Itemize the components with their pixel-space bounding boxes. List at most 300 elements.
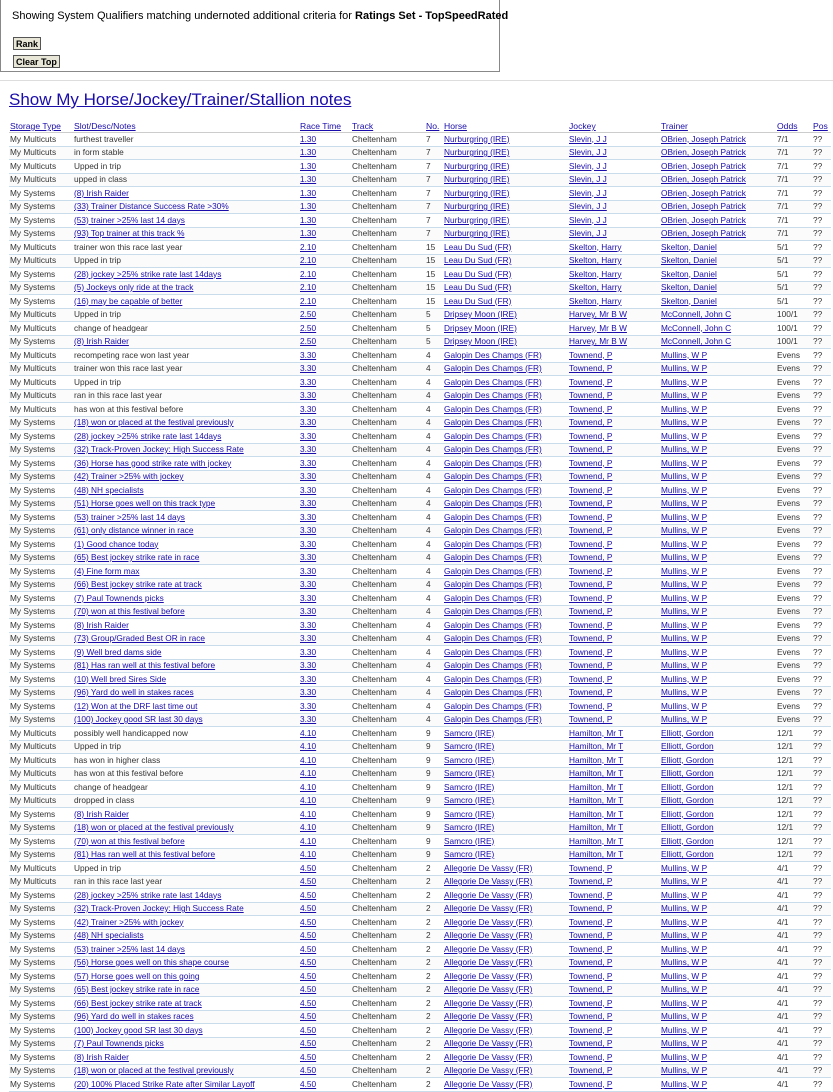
cell-horse-link[interactable]: Allegorie De Vassy (FR) [443,1064,568,1078]
cell-race-time-link[interactable]: 4.50 [299,983,351,997]
cell-race-time-link[interactable]: 4.10 [299,781,351,795]
cell-race-time-link[interactable]: 4.50 [299,956,351,970]
cell-race-time-link[interactable]: 4.50 [299,970,351,984]
cell-slot-desc-link[interactable]: (16) may be capable of better [73,295,299,309]
cell-slot-desc-link[interactable]: (33) Trainer Distance Success Rate >30% [73,200,299,214]
cell-trainer-link[interactable]: Mullins, W P [660,497,776,511]
cell-horse-link[interactable]: Allegorie De Vassy (FR) [443,983,568,997]
cell-race-time-link[interactable]: 3.30 [299,605,351,619]
cell-jockey-link[interactable]: Townend, P [568,578,660,592]
cell-jockey-link[interactable]: Slevin, J J [568,173,660,187]
cell-horse-link[interactable]: Allegorie De Vassy (FR) [443,902,568,916]
cell-horse-link[interactable]: Nurburgring (IRE) [443,133,568,147]
cell-race-time-link[interactable]: 3.30 [299,416,351,430]
cell-horse-link[interactable]: Allegorie De Vassy (FR) [443,1037,568,1051]
cell-horse-link[interactable]: Allegorie De Vassy (FR) [443,1051,568,1065]
cell-jockey-link[interactable]: Slevin, J J [568,133,660,147]
cell-jockey-link[interactable]: Townend, P [568,376,660,390]
cell-slot-desc-link[interactable]: (53) trainer >25% last 14 days [73,214,299,228]
cell-slot-desc-link[interactable]: (28) jockey >25% strike rate last 14days [73,430,299,444]
cell-jockey-link[interactable]: Townend, P [568,349,660,363]
cell-race-time-link[interactable]: 3.30 [299,551,351,565]
cell-slot-desc-link[interactable]: (93) Top trainer at this track % [73,227,299,241]
cell-jockey-link[interactable]: Townend, P [568,889,660,903]
cell-horse-link[interactable]: Galopin Des Champs (FR) [443,592,568,606]
cell-race-time-link[interactable]: 4.50 [299,875,351,889]
cell-trainer-link[interactable]: Mullins, W P [660,1064,776,1078]
cell-horse-link[interactable]: Galopin Des Champs (FR) [443,700,568,714]
column-header-race-time[interactable]: Race Time [299,120,351,133]
cell-horse-link[interactable]: Samcro (IRE) [443,794,568,808]
cell-jockey-link[interactable]: Townend, P [568,700,660,714]
cell-trainer-link[interactable]: OBrien, Joseph Patrick [660,187,776,201]
cell-slot-desc-link[interactable]: (65) Best jockey strike rate in race [73,551,299,565]
cell-jockey-link[interactable]: Townend, P [568,659,660,673]
cell-race-time-link[interactable]: 4.10 [299,727,351,741]
cell-race-time-link[interactable]: 2.10 [299,254,351,268]
cell-slot-desc-link[interactable]: (8) Irish Raider [73,808,299,822]
cell-trainer-link[interactable]: Mullins, W P [660,646,776,660]
cell-jockey-link[interactable]: Townend, P [568,983,660,997]
cell-race-time-link[interactable]: 2.50 [299,335,351,349]
cell-race-time-link[interactable]: 4.50 [299,1037,351,1051]
cell-trainer-link[interactable]: Elliott, Gordon [660,821,776,835]
cell-jockey-link[interactable]: Townend, P [568,470,660,484]
cell-slot-desc-link[interactable]: (65) Best jockey strike rate in race [73,983,299,997]
cell-horse-link[interactable]: Galopin Des Champs (FR) [443,646,568,660]
column-header-number[interactable]: No. [425,120,443,133]
cell-race-time-link[interactable]: 4.50 [299,929,351,943]
cell-trainer-link[interactable]: Elliott, Gordon [660,835,776,849]
cell-horse-link[interactable]: Allegorie De Vassy (FR) [443,862,568,876]
cell-jockey-link[interactable]: Hamilton, Mr T [568,821,660,835]
cell-jockey-link[interactable]: Hamilton, Mr T [568,781,660,795]
cell-trainer-link[interactable]: Mullins, W P [660,538,776,552]
cell-race-time-link[interactable]: 1.30 [299,214,351,228]
cell-horse-link[interactable]: Nurburgring (IRE) [443,160,568,174]
cell-race-time-link[interactable]: 3.30 [299,497,351,511]
cell-horse-link[interactable]: Allegorie De Vassy (FR) [443,889,568,903]
cell-race-time-link[interactable]: 3.30 [299,349,351,363]
cell-race-time-link[interactable]: 4.50 [299,916,351,930]
cell-jockey-link[interactable]: Townend, P [568,646,660,660]
cell-jockey-link[interactable]: Townend, P [568,1010,660,1024]
cell-horse-link[interactable]: Samcro (IRE) [443,781,568,795]
cell-jockey-link[interactable]: Townend, P [568,1024,660,1038]
cell-race-time-link[interactable]: 4.50 [299,943,351,957]
cell-slot-desc-link[interactable]: (4) Fine form max [73,565,299,579]
cell-trainer-link[interactable]: Mullins, W P [660,997,776,1011]
cell-trainer-link[interactable]: Mullins, W P [660,916,776,930]
cell-slot-desc-link[interactable]: (1) Good chance today [73,538,299,552]
cell-horse-link[interactable]: Galopin Des Champs (FR) [443,484,568,498]
cell-slot-desc-link[interactable]: (53) trainer >25% last 14 days [73,511,299,525]
cell-race-time-link[interactable]: 2.50 [299,322,351,336]
cell-slot-desc-link[interactable]: (8) Irish Raider [73,1051,299,1065]
cell-slot-desc-link[interactable]: (66) Best jockey strike rate at track [73,997,299,1011]
cell-trainer-link[interactable]: Mullins, W P [660,1051,776,1065]
cell-jockey-link[interactable]: Townend, P [568,497,660,511]
cell-jockey-link[interactable]: Townend, P [568,551,660,565]
cell-race-time-link[interactable]: 4.10 [299,821,351,835]
column-header-storage-type[interactable]: Storage Type [9,120,73,133]
cell-trainer-link[interactable]: Mullins, W P [660,349,776,363]
cell-jockey-link[interactable]: Slevin, J J [568,187,660,201]
cell-jockey-link[interactable]: Hamilton, Mr T [568,848,660,862]
cell-trainer-link[interactable]: Mullins, W P [660,443,776,457]
cell-slot-desc-link[interactable]: (42) Trainer >25% with jockey [73,916,299,930]
cell-race-time-link[interactable]: 3.30 [299,700,351,714]
cell-jockey-link[interactable]: Townend, P [568,862,660,876]
cell-slot-desc-link[interactable]: (18) won or placed at the festival previously [73,821,299,835]
cell-race-time-link[interactable]: 3.30 [299,470,351,484]
cell-horse-link[interactable]: Galopin Des Champs (FR) [443,619,568,633]
cell-jockey-link[interactable]: Townend, P [568,389,660,403]
cell-race-time-link[interactable]: 4.50 [299,862,351,876]
cell-trainer-link[interactable]: Mullins, W P [660,1037,776,1051]
column-header-odds[interactable]: Odds [776,120,812,133]
cell-trainer-link[interactable]: Mullins, W P [660,362,776,376]
cell-horse-link[interactable]: Nurburgring (IRE) [443,227,568,241]
cell-race-time-link[interactable]: 3.30 [299,457,351,471]
cell-trainer-link[interactable]: Skelton, Daniel [660,281,776,295]
cell-trainer-link[interactable]: Skelton, Daniel [660,268,776,282]
cell-trainer-link[interactable]: Mullins, W P [660,686,776,700]
cell-race-time-link[interactable]: 4.10 [299,767,351,781]
cell-race-time-link[interactable]: 3.30 [299,659,351,673]
cell-horse-link[interactable]: Leau Du Sud (FR) [443,241,568,255]
cell-trainer-link[interactable]: Mullins, W P [660,943,776,957]
cell-race-time-link[interactable]: 2.10 [299,268,351,282]
cell-jockey-link[interactable]: Skelton, Harry [568,241,660,255]
column-header-pos[interactable]: Pos [812,120,831,133]
cell-jockey-link[interactable]: Slevin, J J [568,146,660,160]
cell-horse-link[interactable]: Leau Du Sud (FR) [443,295,568,309]
cell-trainer-link[interactable]: Elliott, Gordon [660,781,776,795]
cell-jockey-link[interactable]: Hamilton, Mr T [568,754,660,768]
cell-race-time-link[interactable]: 4.10 [299,754,351,768]
cell-jockey-link[interactable]: Hamilton, Mr T [568,835,660,849]
cell-slot-desc-link[interactable]: (5) Jockeys only ride at the track [73,281,299,295]
cell-race-time-link[interactable]: 3.30 [299,403,351,417]
cell-jockey-link[interactable]: Townend, P [568,430,660,444]
cell-trainer-link[interactable]: OBrien, Joseph Patrick [660,200,776,214]
cell-jockey-link[interactable]: Harvey, Mr B W [568,335,660,349]
cell-trainer-link[interactable]: Mullins, W P [660,875,776,889]
cell-slot-desc-link[interactable]: (10) Well bred Sires Side [73,673,299,687]
cell-horse-link[interactable]: Galopin Des Champs (FR) [443,470,568,484]
cell-horse-link[interactable]: Galopin Des Champs (FR) [443,713,568,727]
cell-race-time-link[interactable]: 3.30 [299,565,351,579]
cell-jockey-link[interactable]: Slevin, J J [568,214,660,228]
cell-horse-link[interactable]: Samcro (IRE) [443,767,568,781]
cell-horse-link[interactable]: Allegorie De Vassy (FR) [443,1078,568,1092]
cell-race-time-link[interactable]: 4.50 [299,902,351,916]
cell-horse-link[interactable]: Galopin Des Champs (FR) [443,349,568,363]
cell-jockey-link[interactable]: Harvey, Mr B W [568,308,660,322]
cell-race-time-link[interactable]: 1.30 [299,133,351,147]
cell-jockey-link[interactable]: Townend, P [568,511,660,525]
cell-trainer-link[interactable]: OBrien, Joseph Patrick [660,160,776,174]
cell-trainer-link[interactable]: Elliott, Gordon [660,808,776,822]
cell-horse-link[interactable]: Nurburgring (IRE) [443,200,568,214]
cell-race-time-link[interactable]: 3.30 [299,673,351,687]
cell-horse-link[interactable]: Leau Du Sud (FR) [443,281,568,295]
cell-horse-link[interactable]: Nurburgring (IRE) [443,173,568,187]
cell-race-time-link[interactable]: 3.30 [299,430,351,444]
cell-slot-desc-link[interactable]: (42) Trainer >25% with jockey [73,470,299,484]
cell-race-time-link[interactable]: 1.30 [299,173,351,187]
cell-jockey-link[interactable]: Townend, P [568,457,660,471]
cell-race-time-link[interactable]: 4.10 [299,808,351,822]
cell-trainer-link[interactable]: Mullins, W P [660,619,776,633]
cell-race-time-link[interactable]: 4.50 [299,1051,351,1065]
cell-slot-desc-link[interactable]: (18) won or placed at the festival previously [73,416,299,430]
cell-trainer-link[interactable]: Mullins, W P [660,524,776,538]
cell-jockey-link[interactable]: Townend, P [568,632,660,646]
cell-trainer-link[interactable]: Mullins, W P [660,403,776,417]
cell-horse-link[interactable]: Galopin Des Champs (FR) [443,565,568,579]
cell-horse-link[interactable]: Samcro (IRE) [443,835,568,849]
cell-slot-desc-link[interactable]: (51) Horse goes well on this track type [73,497,299,511]
cell-race-time-link[interactable]: 3.30 [299,389,351,403]
cell-slot-desc-link[interactable]: (56) Horse goes well on this shape course [73,956,299,970]
cell-horse-link[interactable]: Galopin Des Champs (FR) [443,578,568,592]
cell-horse-link[interactable]: Galopin Des Champs (FR) [443,457,568,471]
cell-horse-link[interactable]: Galopin Des Champs (FR) [443,376,568,390]
cell-race-time-link[interactable]: 4.10 [299,794,351,808]
cell-trainer-link[interactable]: Mullins, W P [660,578,776,592]
cell-jockey-link[interactable]: Townend, P [568,1051,660,1065]
cell-slot-desc-link[interactable]: (8) Irish Raider [73,187,299,201]
cell-trainer-link[interactable]: Mullins, W P [660,389,776,403]
cell-race-time-link[interactable]: 3.30 [299,619,351,633]
cell-slot-desc-link[interactable]: (70) won at this festival before [73,835,299,849]
cell-jockey-link[interactable]: Hamilton, Mr T [568,767,660,781]
cell-race-time-link[interactable]: 4.50 [299,1078,351,1092]
cell-trainer-link[interactable]: Mullins, W P [660,470,776,484]
cell-jockey-link[interactable]: Townend, P [568,929,660,943]
cell-slot-desc-link[interactable]: (73) Group/Graded Best OR in race [73,632,299,646]
cell-jockey-link[interactable]: Skelton, Harry [568,268,660,282]
cell-slot-desc-link[interactable]: (70) won at this festival before [73,605,299,619]
cell-jockey-link[interactable]: Harvey, Mr B W [568,322,660,336]
cell-trainer-link[interactable]: Mullins, W P [660,673,776,687]
cell-trainer-link[interactable]: Mullins, W P [660,862,776,876]
cell-horse-link[interactable]: Leau Du Sud (FR) [443,268,568,282]
cell-horse-link[interactable]: Allegorie De Vassy (FR) [443,929,568,943]
cell-slot-desc-link[interactable]: (36) Horse has good strike rate with jockey [73,457,299,471]
cell-horse-link[interactable]: Allegorie De Vassy (FR) [443,875,568,889]
cell-trainer-link[interactable]: OBrien, Joseph Patrick [660,214,776,228]
cell-jockey-link[interactable]: Townend, P [568,592,660,606]
cell-jockey-link[interactable]: Hamilton, Mr T [568,727,660,741]
cell-trainer-link[interactable]: McConnell, John C [660,322,776,336]
cell-slot-desc-link[interactable]: (66) Best jockey strike rate at track [73,578,299,592]
cell-jockey-link[interactable]: Slevin, J J [568,160,660,174]
cell-slot-desc-link[interactable]: (96) Yard do well in stakes races [73,686,299,700]
cell-trainer-link[interactable]: Elliott, Gordon [660,767,776,781]
cell-trainer-link[interactable]: Mullins, W P [660,430,776,444]
cell-trainer-link[interactable]: Elliott, Gordon [660,754,776,768]
cell-slot-desc-link[interactable]: (100) Jockey good SR last 30 days [73,713,299,727]
cell-jockey-link[interactable]: Townend, P [568,619,660,633]
cell-race-time-link[interactable]: 1.30 [299,146,351,160]
cell-jockey-link[interactable]: Hamilton, Mr T [568,808,660,822]
cell-trainer-link[interactable]: OBrien, Joseph Patrick [660,146,776,160]
cell-slot-desc-link[interactable]: (81) Has ran well at this festival before [73,848,299,862]
cell-horse-link[interactable]: Galopin Des Champs (FR) [443,362,568,376]
cell-race-time-link[interactable]: 3.30 [299,578,351,592]
cell-trainer-link[interactable]: OBrien, Joseph Patrick [660,227,776,241]
cell-race-time-link[interactable]: 3.30 [299,362,351,376]
cell-slot-desc-link[interactable]: (32) Track-Proven Jockey: High Success Rate [73,443,299,457]
cell-trainer-link[interactable]: Mullins, W P [660,889,776,903]
cell-horse-link[interactable]: Galopin Des Champs (FR) [443,673,568,687]
cell-horse-link[interactable]: Galopin Des Champs (FR) [443,538,568,552]
cell-horse-link[interactable]: Galopin Des Champs (FR) [443,430,568,444]
cell-trainer-link[interactable]: Mullins, W P [660,632,776,646]
cell-jockey-link[interactable]: Hamilton, Mr T [568,794,660,808]
cell-slot-desc-link[interactable]: (53) trainer >25% last 14 days [73,943,299,957]
cell-trainer-link[interactable]: Mullins, W P [660,1024,776,1038]
cell-slot-desc-link[interactable]: (28) jockey >25% strike rate last 14days [73,268,299,282]
cell-jockey-link[interactable]: Townend, P [568,943,660,957]
cell-trainer-link[interactable]: Mullins, W P [660,376,776,390]
cell-trainer-link[interactable]: Mullins, W P [660,565,776,579]
cell-trainer-link[interactable]: McConnell, John C [660,335,776,349]
cell-race-time-link[interactable]: 4.50 [299,997,351,1011]
cell-trainer-link[interactable]: Mullins, W P [660,605,776,619]
cell-race-time-link[interactable]: 3.30 [299,632,351,646]
cell-trainer-link[interactable]: Mullins, W P [660,1010,776,1024]
cell-horse-link[interactable]: Nurburgring (IRE) [443,187,568,201]
cell-race-time-link[interactable]: 1.30 [299,200,351,214]
cell-trainer-link[interactable]: Mullins, W P [660,956,776,970]
cell-horse-link[interactable]: Galopin Des Champs (FR) [443,524,568,538]
cell-jockey-link[interactable]: Townend, P [568,362,660,376]
cell-jockey-link[interactable]: Slevin, J J [568,227,660,241]
cell-horse-link[interactable]: Galopin Des Champs (FR) [443,497,568,511]
cell-slot-desc-link[interactable]: (8) Irish Raider [73,619,299,633]
cell-horse-link[interactable]: Allegorie De Vassy (FR) [443,1024,568,1038]
cell-race-time-link[interactable]: 3.30 [299,592,351,606]
cell-trainer-link[interactable]: Elliott, Gordon [660,727,776,741]
cell-slot-desc-link[interactable]: (28) jockey >25% strike rate last 14days [73,889,299,903]
cell-slot-desc-link[interactable]: (100) Jockey good SR last 30 days [73,1024,299,1038]
cell-trainer-link[interactable]: Mullins, W P [660,902,776,916]
cell-race-time-link[interactable]: 4.50 [299,1024,351,1038]
cell-race-time-link[interactable]: 3.30 [299,511,351,525]
cell-race-time-link[interactable]: 2.10 [299,295,351,309]
cell-jockey-link[interactable]: Townend, P [568,416,660,430]
cell-slot-desc-link[interactable]: (9) Well bred dams side [73,646,299,660]
cell-jockey-link[interactable]: Townend, P [568,524,660,538]
cell-slot-desc-link[interactable]: (57) Horse goes well on this going [73,970,299,984]
cell-race-time-link[interactable]: 3.30 [299,538,351,552]
cell-horse-link[interactable]: Galopin Des Champs (FR) [443,416,568,430]
show-notes-link[interactable]: Show My Horse/Jockey/Trainer/Stallion notes [9,90,352,109]
cell-jockey-link[interactable]: Townend, P [568,443,660,457]
cell-trainer-link[interactable]: OBrien, Joseph Patrick [660,133,776,147]
cell-trainer-link[interactable]: Skelton, Daniel [660,254,776,268]
cell-jockey-link[interactable]: Townend, P [568,997,660,1011]
cell-trainer-link[interactable]: Mullins, W P [660,713,776,727]
cell-horse-link[interactable]: Samcro (IRE) [443,808,568,822]
cell-trainer-link[interactable]: McConnell, John C [660,308,776,322]
cell-race-time-link[interactable]: 3.30 [299,686,351,700]
cell-horse-link[interactable]: Galopin Des Champs (FR) [443,659,568,673]
cell-race-time-link[interactable]: 4.50 [299,889,351,903]
cell-race-time-link[interactable]: 1.30 [299,160,351,174]
cell-trainer-link[interactable]: Mullins, W P [660,700,776,714]
cell-horse-link[interactable]: Samcro (IRE) [443,848,568,862]
cell-horse-link[interactable]: Galopin Des Champs (FR) [443,389,568,403]
cell-jockey-link[interactable]: Townend, P [568,970,660,984]
cell-slot-desc-link[interactable]: (96) Yard do well in stakes races [73,1010,299,1024]
cell-horse-link[interactable]: Samcro (IRE) [443,740,568,754]
clear-top-button[interactable]: Clear Top [13,55,60,68]
cell-trainer-link[interactable]: Mullins, W P [660,659,776,673]
cell-trainer-link[interactable]: Mullins, W P [660,551,776,565]
cell-horse-link[interactable]: Galopin Des Champs (FR) [443,511,568,525]
cell-jockey-link[interactable]: Townend, P [568,875,660,889]
cell-trainer-link[interactable]: Mullins, W P [660,983,776,997]
cell-race-time-link[interactable]: 1.30 [299,227,351,241]
cell-trainer-link[interactable]: OBrien, Joseph Patrick [660,173,776,187]
cell-race-time-link[interactable]: 2.10 [299,241,351,255]
cell-horse-link[interactable]: Galopin Des Champs (FR) [443,605,568,619]
cell-trainer-link[interactable]: Mullins, W P [660,484,776,498]
cell-slot-desc-link[interactable]: (32) Track-Proven Jockey: High Success Rate [73,902,299,916]
cell-race-time-link[interactable]: 2.50 [299,308,351,322]
cell-horse-link[interactable]: Allegorie De Vassy (FR) [443,970,568,984]
cell-race-time-link[interactable]: 3.30 [299,713,351,727]
cell-slot-desc-link[interactable]: (81) Has ran well at this festival before [73,659,299,673]
rank-button[interactable]: Rank [13,37,41,50]
cell-horse-link[interactable]: Allegorie De Vassy (FR) [443,997,568,1011]
cell-race-time-link[interactable]: 4.10 [299,740,351,754]
cell-horse-link[interactable]: Galopin Des Champs (FR) [443,686,568,700]
column-header-trainer[interactable]: Trainer [660,120,776,133]
cell-race-time-link[interactable]: 3.30 [299,524,351,538]
cell-horse-link[interactable]: Nurburgring (IRE) [443,214,568,228]
cell-slot-desc-link[interactable]: (12) Won at the DRF last time out [73,700,299,714]
cell-race-time-link[interactable]: 2.10 [299,281,351,295]
cell-trainer-link[interactable]: Mullins, W P [660,970,776,984]
cell-jockey-link[interactable]: Townend, P [568,902,660,916]
cell-horse-link[interactable]: Allegorie De Vassy (FR) [443,916,568,930]
cell-trainer-link[interactable]: Mullins, W P [660,416,776,430]
cell-horse-link[interactable]: Allegorie De Vassy (FR) [443,956,568,970]
cell-jockey-link[interactable]: Townend, P [568,673,660,687]
cell-horse-link[interactable]: Allegorie De Vassy (FR) [443,1010,568,1024]
cell-trainer-link[interactable]: Mullins, W P [660,929,776,943]
cell-horse-link[interactable]: Dripsey Moon (IRE) [443,308,568,322]
cell-race-time-link[interactable]: 3.30 [299,484,351,498]
cell-horse-link[interactable]: Allegorie De Vassy (FR) [443,943,568,957]
cell-trainer-link[interactable]: Skelton, Daniel [660,295,776,309]
cell-trainer-link[interactable]: Skelton, Daniel [660,241,776,255]
cell-slot-desc-link[interactable]: (48) NH specialists [73,484,299,498]
cell-slot-desc-link[interactable]: (18) won or placed at the festival previously [73,1064,299,1078]
cell-horse-link[interactable]: Nurburgring (IRE) [443,146,568,160]
cell-slot-desc-link[interactable]: (8) Irish Raider [73,335,299,349]
cell-horse-link[interactable]: Galopin Des Champs (FR) [443,443,568,457]
cell-trainer-link[interactable]: Elliott, Gordon [660,740,776,754]
cell-horse-link[interactable]: Samcro (IRE) [443,727,568,741]
cell-race-time-link[interactable]: 1.30 [299,187,351,201]
